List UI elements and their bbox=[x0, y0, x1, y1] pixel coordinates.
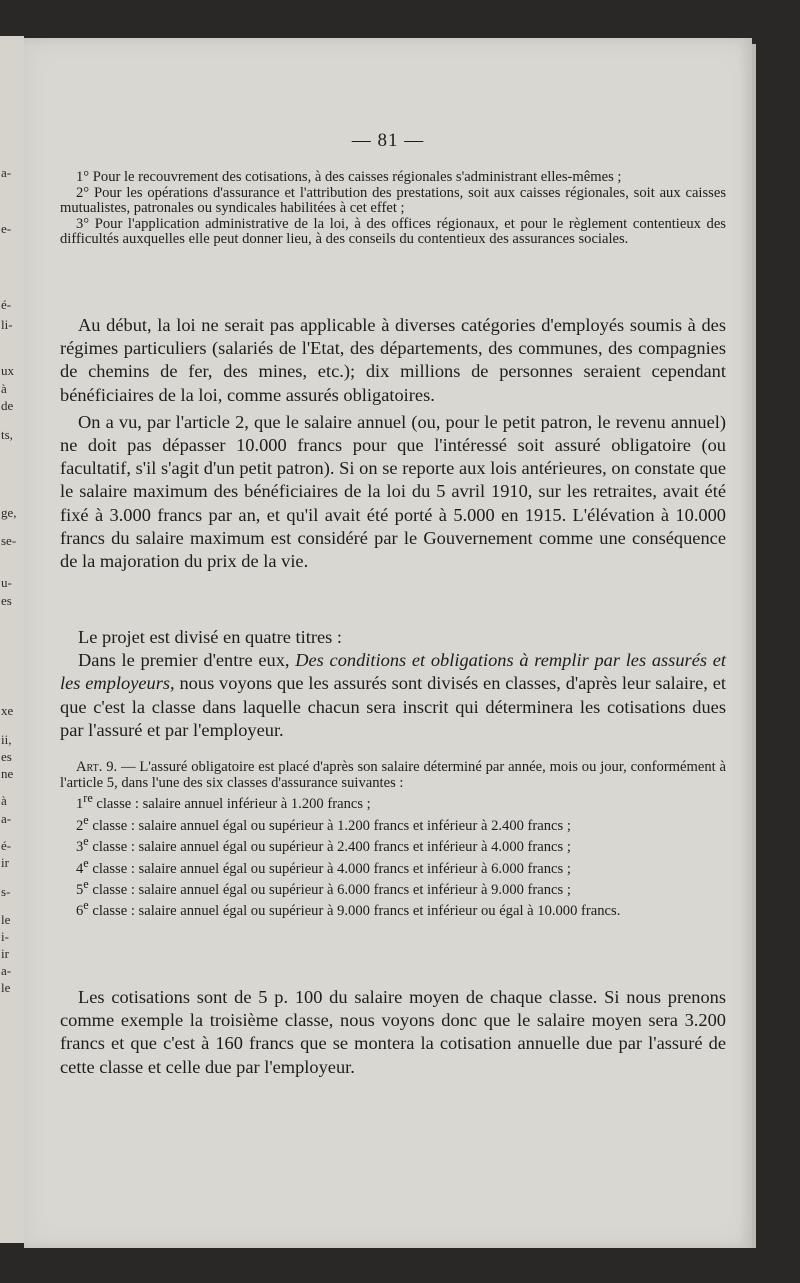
class-item bbox=[60, 877, 726, 898]
fragment: xe bbox=[1, 704, 14, 718]
class-number: 2 bbox=[76, 817, 84, 834]
list-item: 2° Pour les opérations d'assurance et l'attribution des prestations, soit aux caisses régionales, soit aux caisses mutualistes, patronales ou syndicales habilitées à cet effet ; bbox=[60, 184, 726, 217]
fragment: es bbox=[1, 594, 12, 608]
class-number: 3 bbox=[76, 838, 84, 855]
article-9 bbox=[60, 760, 726, 920]
list-item: 3° Pour l'application administrative de la loi, à des offices régionaux, et pour le règlement contentieux des difficultés auxquelles elle peut donner lieu, à des conseils du contentieux des assurances sociales. bbox=[60, 215, 726, 248]
fragment: à bbox=[1, 794, 7, 808]
class-number: 4 bbox=[76, 860, 84, 877]
class-suffix: re bbox=[83, 791, 93, 806]
class-item bbox=[60, 791, 726, 812]
article-text bbox=[60, 760, 726, 791]
class-suffix: e bbox=[83, 812, 89, 827]
body-text-middle bbox=[60, 626, 726, 742]
fragment: é- bbox=[1, 298, 12, 312]
fragment: es bbox=[1, 750, 12, 764]
class-text: classe : salaire annuel égal ou supérieur à 2.400 francs et inférieur à 4.000 francs ; bbox=[88, 838, 571, 855]
class-item bbox=[60, 834, 726, 855]
adjacent-page bbox=[0, 36, 24, 1243]
list-item: 1° Pour le recouvrement des cotisations, à des caisses régionales s'administrant elles-mêmes ; bbox=[76, 169, 622, 185]
body-text-upper bbox=[60, 314, 726, 573]
paragraph: Le projet est divisé en quatre titres : bbox=[78, 627, 343, 647]
class-number: 6 bbox=[76, 903, 84, 920]
paragraph-text: , nous voyons que les assurés sont divisés en classes, d'après leur salaire, et que c'est la classe dans laquelle chacun sera inscrit qui déterminera les cotisations dues par l'assuré et par l'employeur. bbox=[60, 673, 726, 740]
fragment: de bbox=[1, 399, 14, 413]
paragraph-text: Dans le premier d'entre eux, bbox=[78, 650, 290, 671]
class-suffix: e bbox=[83, 834, 89, 849]
document-page bbox=[24, 38, 752, 1248]
fragment: ux bbox=[1, 364, 14, 378]
fragment: ne bbox=[1, 767, 14, 781]
page-number: — 81 — bbox=[351, 130, 425, 151]
fragment: ge, bbox=[1, 506, 17, 520]
class-list bbox=[60, 791, 726, 920]
fragment: a- bbox=[1, 812, 12, 826]
class-text: classe : salaire annuel égal ou supérieur à 1.200 francs et inférieur à 2.400 francs ; bbox=[88, 817, 571, 834]
fragment: u- bbox=[1, 576, 12, 590]
fragment: à bbox=[1, 382, 7, 396]
fragment: ir bbox=[1, 856, 9, 870]
fragment: a- bbox=[1, 166, 12, 180]
fragment: le bbox=[1, 981, 11, 995]
class-suffix: e bbox=[83, 877, 89, 891]
fragment: ii, bbox=[1, 733, 12, 747]
class-text: classe : salaire annuel inférieur à 1.200 francs ; bbox=[92, 796, 371, 813]
section-title: Des conditions et obligations à remplir par les assurés et les employeurs bbox=[60, 650, 726, 694]
paragraph: Les cotisations sont de 5 p. 100 du salaire moyen de chaque classe. Si nous prenons comme exemple la troisième classe, nous voyons donc que le salaire moyen sera 3.200 francs et que c'est à 160 francs que se montera la cotisation annuelle due par l'assuré de cette classe et celle due par l'employeur. bbox=[60, 987, 726, 1077]
adjacent-page-fragments bbox=[0, 36, 24, 1243]
fragment: é- bbox=[1, 839, 12, 853]
class-number: 5 bbox=[76, 881, 84, 898]
class-text: classe : salaire annuel égal ou supérieur à 4.000 francs et inférieur à 6.000 francs ; bbox=[88, 860, 571, 877]
paragraph: On a vu, par l'article 2, que le salaire annuel (ou, pour le petit patron, le revenu annuel) ne doit pas dépasser 10.000 francs pour que l'intéressé soit assuré obligatoire (ou facultatif, s'il s'agit d'un petit patron). Si on se reporte aux lois antérieures, on constate que le salaire maximum des bénéficiaires de la loi du 5 avril 1910, sur les retraites, avait été fixé à 3.000 francs par an, et qu'il avait été porté à 5.000 en 1915. L'élévation à 10.000 francs du salaire maximum est considéré par le Gouvernement comme une conséquence de la majoration du prix de la vie. bbox=[60, 411, 726, 572]
fragment: li- bbox=[1, 318, 13, 332]
paragraph: Au début, la loi ne serait pas applicable à diverses catégories d'employés soumis à des régimes particuliers (salariés de l'Etat, des départements, des communes, des compagnies de chemins de fer, des mines, etc.); dix millions de personnes seraient cependant bénéficiaires de la loi, comme assurés obligatoires. bbox=[60, 315, 726, 405]
fragment: a- bbox=[1, 964, 12, 978]
fragment: s- bbox=[1, 885, 11, 899]
class-number: 1 bbox=[76, 796, 84, 813]
class-item bbox=[60, 813, 726, 834]
body-text-lower bbox=[60, 986, 726, 1079]
article-label: Art. 9. bbox=[76, 759, 118, 775]
fragment: ts, bbox=[1, 428, 13, 442]
class-text: classe : salaire annuel égal ou supérieur à 6.000 francs et inférieur à 9.000 francs ; bbox=[88, 881, 571, 898]
fragment: ir bbox=[1, 947, 9, 961]
class-text: classe : salaire annuel égal ou supérieur à 9.000 francs et inférieur ou égal à 10.000 francs. bbox=[88, 903, 621, 920]
fragment: i- bbox=[1, 930, 9, 944]
paragraph bbox=[60, 649, 726, 742]
fragment: e- bbox=[1, 222, 12, 236]
article-body: — L'assuré obligatoire est placé d'après son salaire déterminé par année, mois ou jour, conformément à l'article 5, dans l'une des six classes d'assurance suivantes : bbox=[60, 759, 726, 791]
class-item bbox=[60, 898, 726, 919]
class-suffix: e bbox=[83, 898, 89, 913]
fragment: le bbox=[1, 913, 11, 927]
class-suffix: e bbox=[83, 855, 89, 870]
class-item bbox=[60, 856, 726, 877]
organization-list bbox=[60, 170, 726, 248]
fragment: se- bbox=[1, 534, 17, 548]
